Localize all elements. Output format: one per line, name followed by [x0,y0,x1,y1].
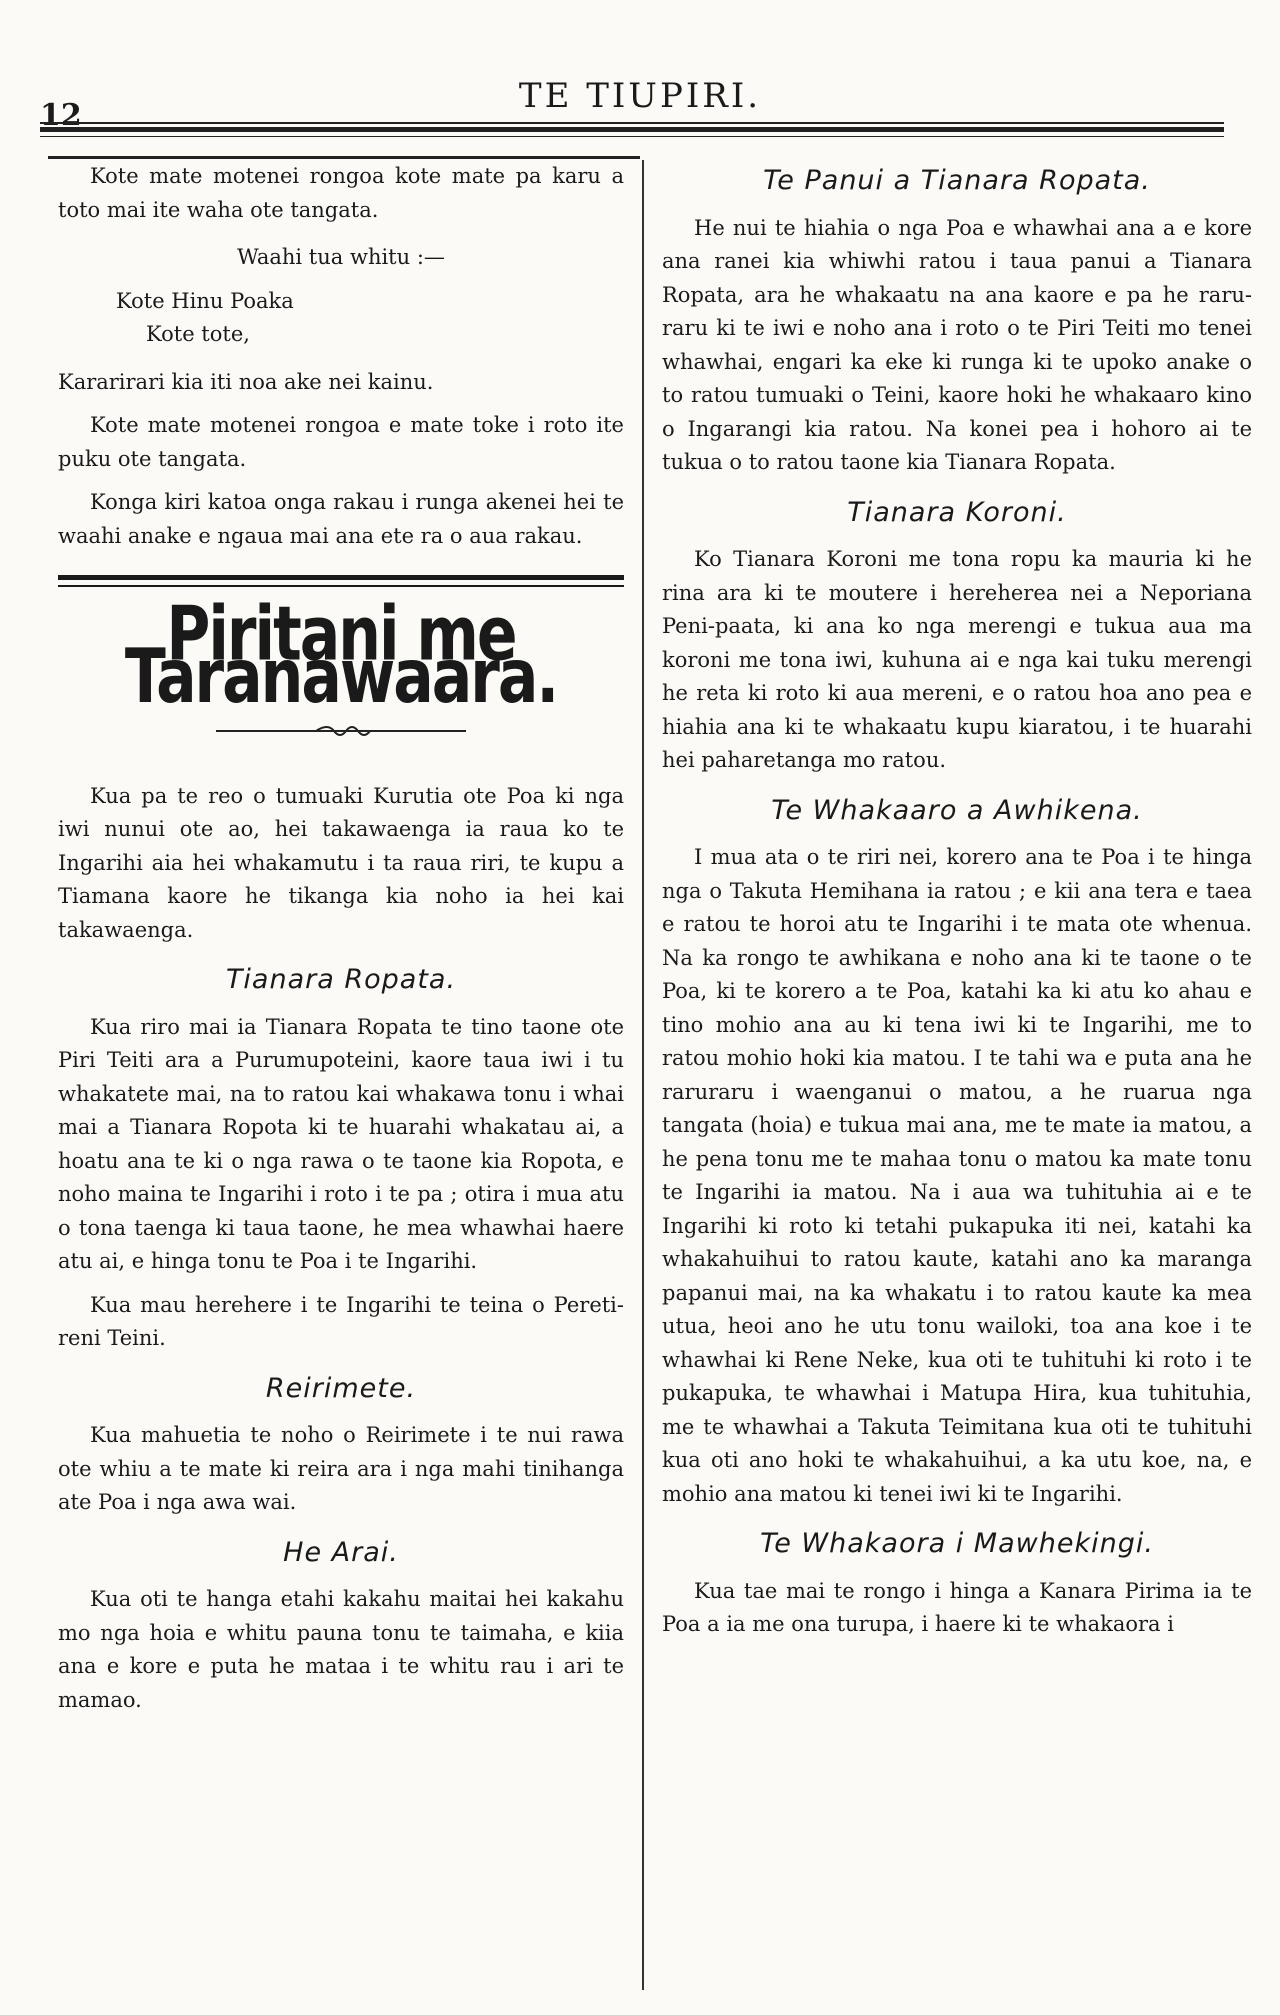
section-rule [58,575,624,587]
ornament-divider [58,716,624,750]
article-paragraph: Kua mau herehere i te Ingarihi te teina o Pereti-reni Teini. [58,1292,624,1350]
subheading: He Arai. [283,1536,399,1568]
article-title: Piritani me Taranawaara. [124,590,558,721]
remedy-paragraph: Konga kiri katoa onga rakau i runga akenei hei te waahi anake e ngaua mai ana ete ra o aua rakau. [58,490,624,548]
header-rule [40,122,1224,124]
subheading: Reirimete. [265,1372,417,1404]
header-rule [40,127,1224,132]
remedy-ingredient: Kote Hinu Poaka [116,288,294,313]
remedy-heading: Waahi tua whitu :— [237,245,445,269]
article-paragraph: Kua riro mai ia Tianara Ropata te tino taone ote Piri Teiti ara a Purumupoteini, kaore taua iwi i tu whakatete mai, na to ratou kai whakawa tonu i whai mai a Tianara Ropota ki te huarahi whakatau ai, a hoatu ana te ki o nga rawa o te taone kia Ropota, e noho maina te Ingarihi i roto i te pa ; otira i mua atu o tona taenga ki taua taone, he mea whawhai haere atu ai, e hinga tonu te Poa i te Ingarihi. [58,1014,624,1273]
subheading: Tianara Ropata. [225,964,457,995]
article-paragraph: Kua tae mai te rongo i hinga a Kanara Pirima ia te Poa a ia me ona turupa, i haere ki te whakaora i [662,1578,1252,1636]
page-number: 12 [40,98,82,133]
article-paragraph: Kua mahuetia te noho o Reirimete i te nui rawa ote whiu a te mate ki reira ara i nga mahi tinihanga ate Poa i nga awa wai. [58,1423,624,1514]
header-rule [40,136,1224,137]
running-title: TE TIUPIRI. [518,76,762,116]
subheading: Te Whakaora i Mawhekingi. [760,1528,1154,1559]
article-paragraph: I mua ata o te riri nei, korero ana te Poa i te hinga nga o Takuta Hemihana ia ratou ; e kii ana tera e taea e ratou te horoi atu te Ingarihi i te mata ote whenua. Na ka rongo te awhikana e noho ana ki te taone o te Poa, ki te korero a te Poa, katahi ka ki atu ko ahau e tino mohio ana au ki tena iwi ki te Ingarihi, me to ratou mohio hoki kia matou. I te tahi wa e puta ana he raruraru i waenganui o matou, a he ruarua nga tangata (hoia) e tukua mai ana, me te mate ia matou, a he pena tonu me te mahaa tonu o matou ka mate tonu te Ingarihi ia matou. Na i aua wa tuhituhia ai e te Ingarihi ki roto ki tetahi pukapuka iti nei, katahi ka whakahuihui to ratou kaute, katahi ano ka maranga papanui mai, na ka whakatu i to ratou kaute ka mea utua, heoi ano he utu tonu wailoki, toa ana koe i te whawhai ki Rene Neke, kua oti te tuhituhi ki roto i te pukapuka, te whawhai i Matupa Hira, kua tuhituhia, me te whawhai a Takuta Teimitana kua oti te tuhituhi kua oti ano hoki te whakahuihui, a ka utu koe, na, e mohio ana matou ki tenei iwi ki te Ingarihi. [662,845,1252,1506]
remedy-paragraph: Kote mate motenei rongoa e mate toke i roto ite puku ote tangata. [58,413,624,471]
article-paragraph: Ko Tianara Koroni me tona ropu ka mauria ki he rina ara ki te moutere i hereherea nei a Neporiana Peni-paata, ki ana ko nga merengi e tukua aua ma koroni me tona iwi, kuhuna ai e nga kai tuku merengi he reta ki roto ki aua mereni, e o ratou hoa ano pea e hiahia ana ki te whakaatu kupu kiaratou, i te huarahi hei paharetanga mo ratou. [662,547,1252,772]
right-column [662,160,1252,1652]
subheading: Tianara Koroni. [847,496,1067,528]
remedy-paragraph: Kote mate motenei rongoa kote mate pa karu a toto mai ite waha ote tangata. [58,164,624,222]
remedy-ingredient: Kote tote, [146,322,250,346]
article-paragraph: He nui te hiahia o nga Poa e whawhai ana a e kore ana ranei kia whiwhi ratou i taua panui a Tianara Ropata, ara he whakaatu na ana kaore e pa he raru-raru ki te iwi e noho ana i roto o te Piri Teiti mo tenei whawhai, engari ka eke ki runga ki te upoko anake o to ratou tumuaki o Teini, kaore hoki he whakaaro kino o Ingarangi kia ratou. Na konei pea i hohoro ai te tukua o to ratou taone kia Tianara Ropata. [662,215,1252,474]
left-column [58,160,624,1727]
column-divider [642,160,644,1990]
article-paragraph: Kua oti te hanga etahi kakahu maitai hei kakahu mo nga hoia e whitu pauna tonu te taimaha, e kiia ana e kore e puta he mataa i te whitu rau i ari te mamao. [58,1587,624,1712]
subheading: Te Whakaaro a Awhikena. [771,794,1143,826]
subheading: Te Panui a Tianara Ropata. [763,165,1151,196]
remedy-paragraph: Kararirari kia iti noa ake nei kainu. [58,369,434,394]
article-intro: Kua pa te reo o tumuaki Kurutia ote Poa ki nga iwi nunui ote ao, hei takawaenga ia raua ko te Ingarihi aia hei whakamutu i ta raua riri, te kupu a Tiamana kaore he tikanga kia noho ia hei kai takawaenga. [58,783,624,942]
header-rule [48,156,640,159]
